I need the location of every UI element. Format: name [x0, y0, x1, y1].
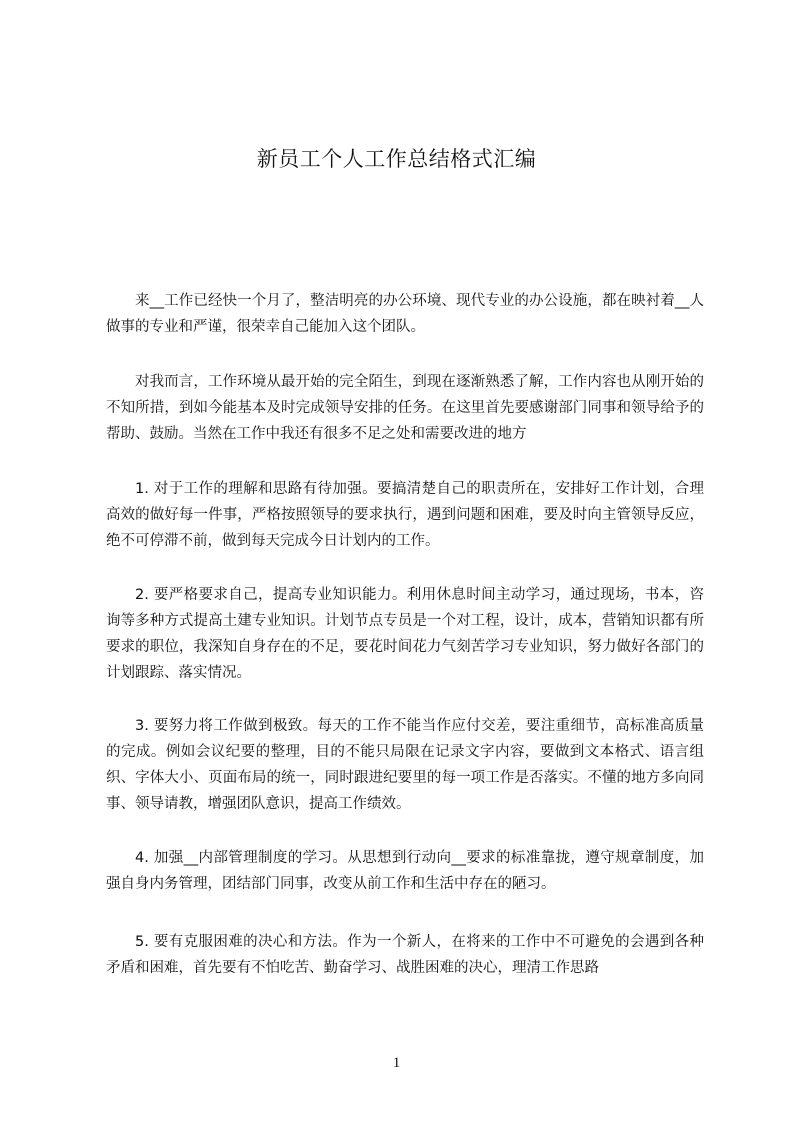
page-number: 1 — [392, 1055, 401, 1071]
paragraph-point-5: 5. 要有克服困难的决心和方法。作为一个新人，在将来的工作中不可避免的会遇到各种矛盾和困难，首先要有不怕吃苦、勤奋学习、战胜困难的决心，理清工作思路 — [106, 934, 704, 976]
paragraph-intro: 来__工作已经快一个月了，整洁明亮的办公环境、现代专业的办公设施，都在映衬着__人做事的专业和严谨，很荣幸自己能加入这个团队。 — [106, 293, 704, 335]
paragraph-overview: 对我而言，工作环境从最开始的完全陌生，到现在逐渐熟悉了解，工作内容也从刚开始的不知所措，到如今能基本及时完成领导安排的任务。在这里首先要感谢部门同事和领导给予的帮助、鼓励。当然在工作中我还有很多不足之处和需要改进的地方 — [106, 374, 704, 442]
paragraph-point-4: 4. 加强__内部管理制度的学习。从思想到行动向__要求的标准靠拢，遵守规章制度，加强自身内务管理，团结部门同事，改变从前工作和生活中存在的陋习。 — [106, 850, 704, 892]
paragraph-point-3: 3. 要努力将工作做到极致。每天的工作不能当作应付交差，要注重细节，高标准高质量的完成。例如会议纪要的整理，目的不能只局限在记录文字内容，要做到文本格式、语言组织、字体大小、页面布局的统一，同时跟进纪要里的每一项工作是否落实。不懂的地方多向同事、领导请教，增强团队意识，提高工作绩效。 — [106, 718, 704, 812]
paragraph-point-2: 2. 要严格要求自己，提高专业知识能力。利用休息时间主动学习，通过现场，书本，咨询等多种方式提高土建专业知识。计划节点专员是一个对工程，设计，成本，营销知识都有所要求的职位，我深知自身存在的不足，要花时间花力气刻苦学习专业知识，努力做好各部门的计划跟踪、落实情况。 — [106, 587, 704, 681]
paragraph-point-1: 1. 对于工作的理解和思路有待加强。要搞清楚自己的职责所在，安排好工作计划，合理高效的做好每一件事，严格按照领导的要求执行，遇到问题和困难，要及时向主管领导反应，绝不可停滞不前，做到每天完成今日计划内的工作。 — [106, 481, 704, 549]
document-title: 新员工个人工作总结格式汇编 — [256, 147, 537, 171]
